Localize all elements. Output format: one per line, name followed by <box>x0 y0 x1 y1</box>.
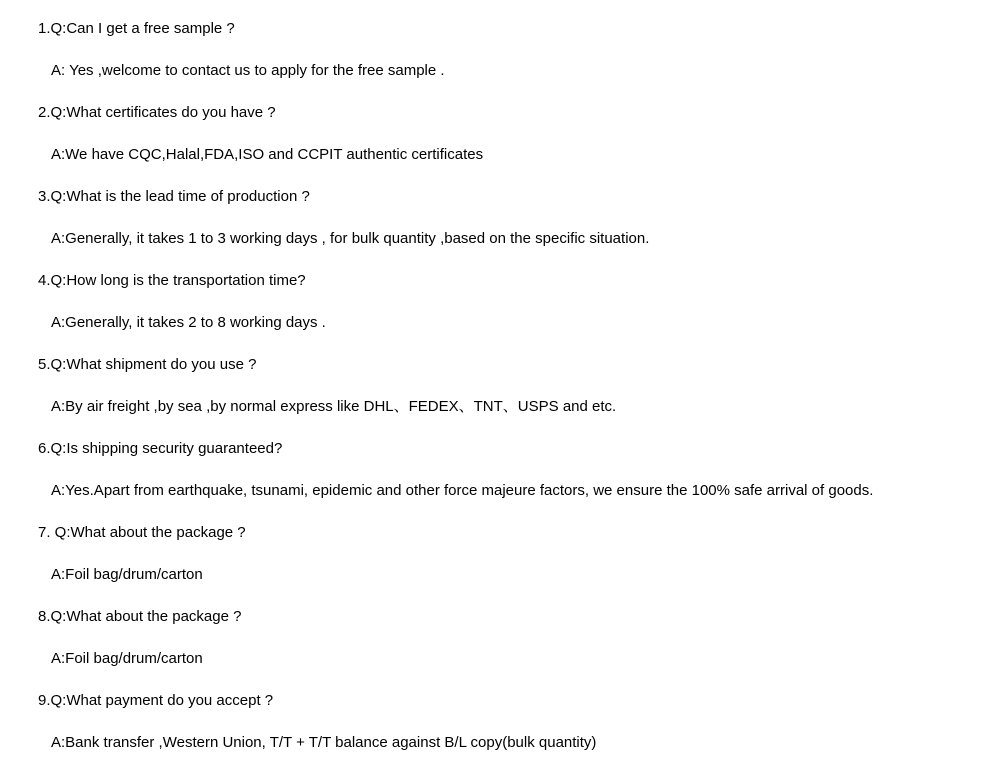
faq-question: 9.Q:What payment do you accept ? <box>38 692 274 709</box>
faq-answer: A:Foil bag/drum/carton <box>51 566 203 583</box>
faq-question: 5.Q:What shipment do you use ? <box>38 356 257 373</box>
faq-answer: A:Generally, it takes 2 to 8 working days . <box>51 314 326 331</box>
faq-answer: A:Foil bag/drum/carton <box>51 650 203 667</box>
faq-answer: A:By air freight ,by sea ,by normal express like DHL、FEDEX、TNT、USPS and etc. <box>51 398 617 415</box>
faq-item <box>0 92 1000 176</box>
faq-answer: A:Yes.Apart from earthquake, tsunami, epidemic and other force majeure factors, we ensure the 100% safe arrival of goods. <box>51 482 874 499</box>
faq-question: 1.Q:Can I get a free sample ? <box>38 20 235 37</box>
faq-item <box>0 596 1000 680</box>
faq-question: 3.Q:What is the lead time of production ? <box>38 188 310 205</box>
faq-item <box>0 680 1000 764</box>
faq-item <box>0 512 1000 596</box>
faq-item <box>0 344 1000 428</box>
faq-item <box>0 176 1000 260</box>
faq-answer: A: Yes ,welcome to contact us to apply for the free sample . <box>51 62 445 79</box>
faq-answer: A:Bank transfer ,Western Union, T/T + T/T balance against B/L copy(bulk quantity) <box>51 734 597 751</box>
faq-question: 8.Q:What about the package ? <box>38 608 242 625</box>
faq-question: 4.Q:How long is the transportation time? <box>38 272 306 289</box>
faq-item <box>0 260 1000 344</box>
faq-item <box>0 8 1000 92</box>
faq-item <box>0 428 1000 512</box>
faq-question: 6.Q:Is shipping security guaranteed? <box>38 440 283 457</box>
faq-question: 7. Q:What about the package ? <box>38 524 246 541</box>
faq-question: 2.Q:What certificates do you have ? <box>38 104 276 121</box>
faq-answer: A:Generally, it takes 1 to 3 working days , for bulk quantity ,based on the specific situation. <box>51 230 650 247</box>
faq-answer: A:We have CQC,Halal,FDA,ISO and CCPIT authentic certificates <box>51 146 484 163</box>
